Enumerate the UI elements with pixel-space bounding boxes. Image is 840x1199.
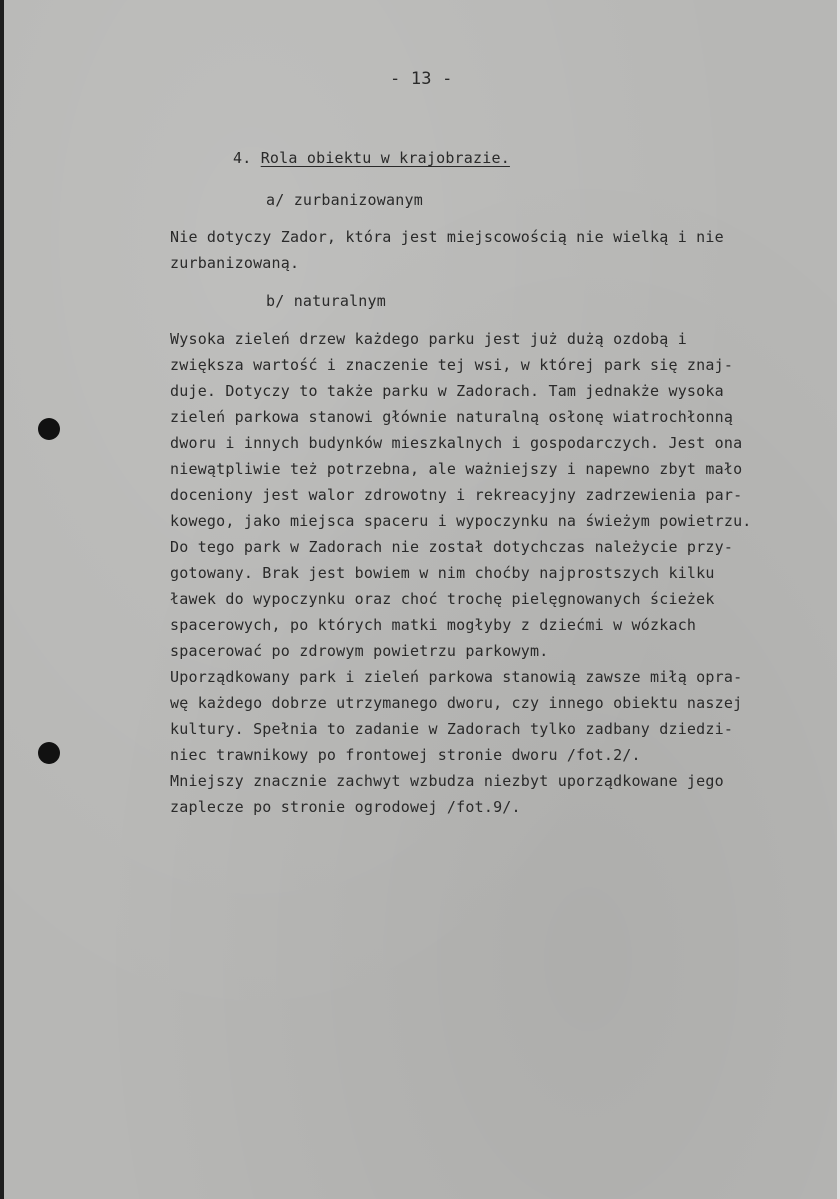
punch-hole-lower (38, 742, 60, 764)
text-line: zieleń parkowa stanowi głównie naturalną osłonę wiatrochłonną (170, 408, 734, 426)
text-line: spacerowych, po których matki mogłyby z dziećmi w wózkach (170, 616, 697, 634)
section-title: Rola obiektu w krajobrazie. (260, 149, 510, 167)
text-line: gotowany. Brak jest bowiem w nim choćby najprostszych kilku (170, 564, 715, 582)
section-heading (233, 145, 510, 171)
page-left-edge (0, 0, 4, 1199)
text-line: doceniony jest walor zdrowotny i rekreacyjny zadrzewienia par- (170, 486, 743, 504)
text-line: wę każdego dobrze utrzymanego dworu, czy innego obiektu naszej (170, 694, 743, 712)
text-line: niec trawnikowy po frontowej stronie dworu /fot.2/. (170, 746, 641, 764)
text-line: zaplecze po stronie ogrodowej /fot.9/. (170, 798, 521, 816)
text-line: Uporządkowany park i zieleń parkowa stanowią zawsze miłą opra- (170, 668, 743, 686)
text-line: spacerować po zdrowym powietrzu parkowym. (170, 642, 549, 660)
text-line: duje. Dotyczy to także parku w Zadorach. Tam jednakże wysoka (170, 382, 724, 400)
page-number: - 13 - (390, 69, 453, 89)
section-number: 4. (233, 149, 252, 167)
text-line: kultury. Spełnia to zadanie w Zadorach tylko zadbany dziedzi- (170, 720, 734, 738)
subsection-b-label: b/ naturalnym (266, 292, 386, 310)
text-line: Wysoka zieleń drzew każdego parku jest już dużą ozdobą i (170, 330, 687, 348)
text-line: Nie dotyczy Zador, która jest miejscowością nie wielką i nie (170, 228, 724, 246)
text-line: dworu i innych budynków mieszkalnych i gospodarczych. Jest ona (170, 434, 743, 452)
text-line: kowego, jako miejsca spaceru i wypoczynku na świeżym powietrzu. (170, 512, 752, 530)
punch-hole-upper (38, 418, 60, 440)
text-line: Mniejszy znacznie zachwyt wzbudza niezbyt uporządkowane jego (170, 772, 724, 790)
text-line: ławek do wypoczynku oraz choć trochę pielęgnowanych ścieżek (170, 590, 715, 608)
text-line: zurbanizowaną. (170, 254, 300, 272)
subsection-a-label: a/ zurbanizowanym (266, 191, 423, 209)
text-line: niewątpliwie też potrzebna, ale ważniejszy i napewno zbyt mało (170, 460, 743, 478)
text-line: Do tego park w Zadorach nie został dotychczas należycie przy- (170, 538, 734, 556)
text-line: zwiększa wartość i znaczenie tej wsi, w której park się znaj- (170, 356, 734, 374)
